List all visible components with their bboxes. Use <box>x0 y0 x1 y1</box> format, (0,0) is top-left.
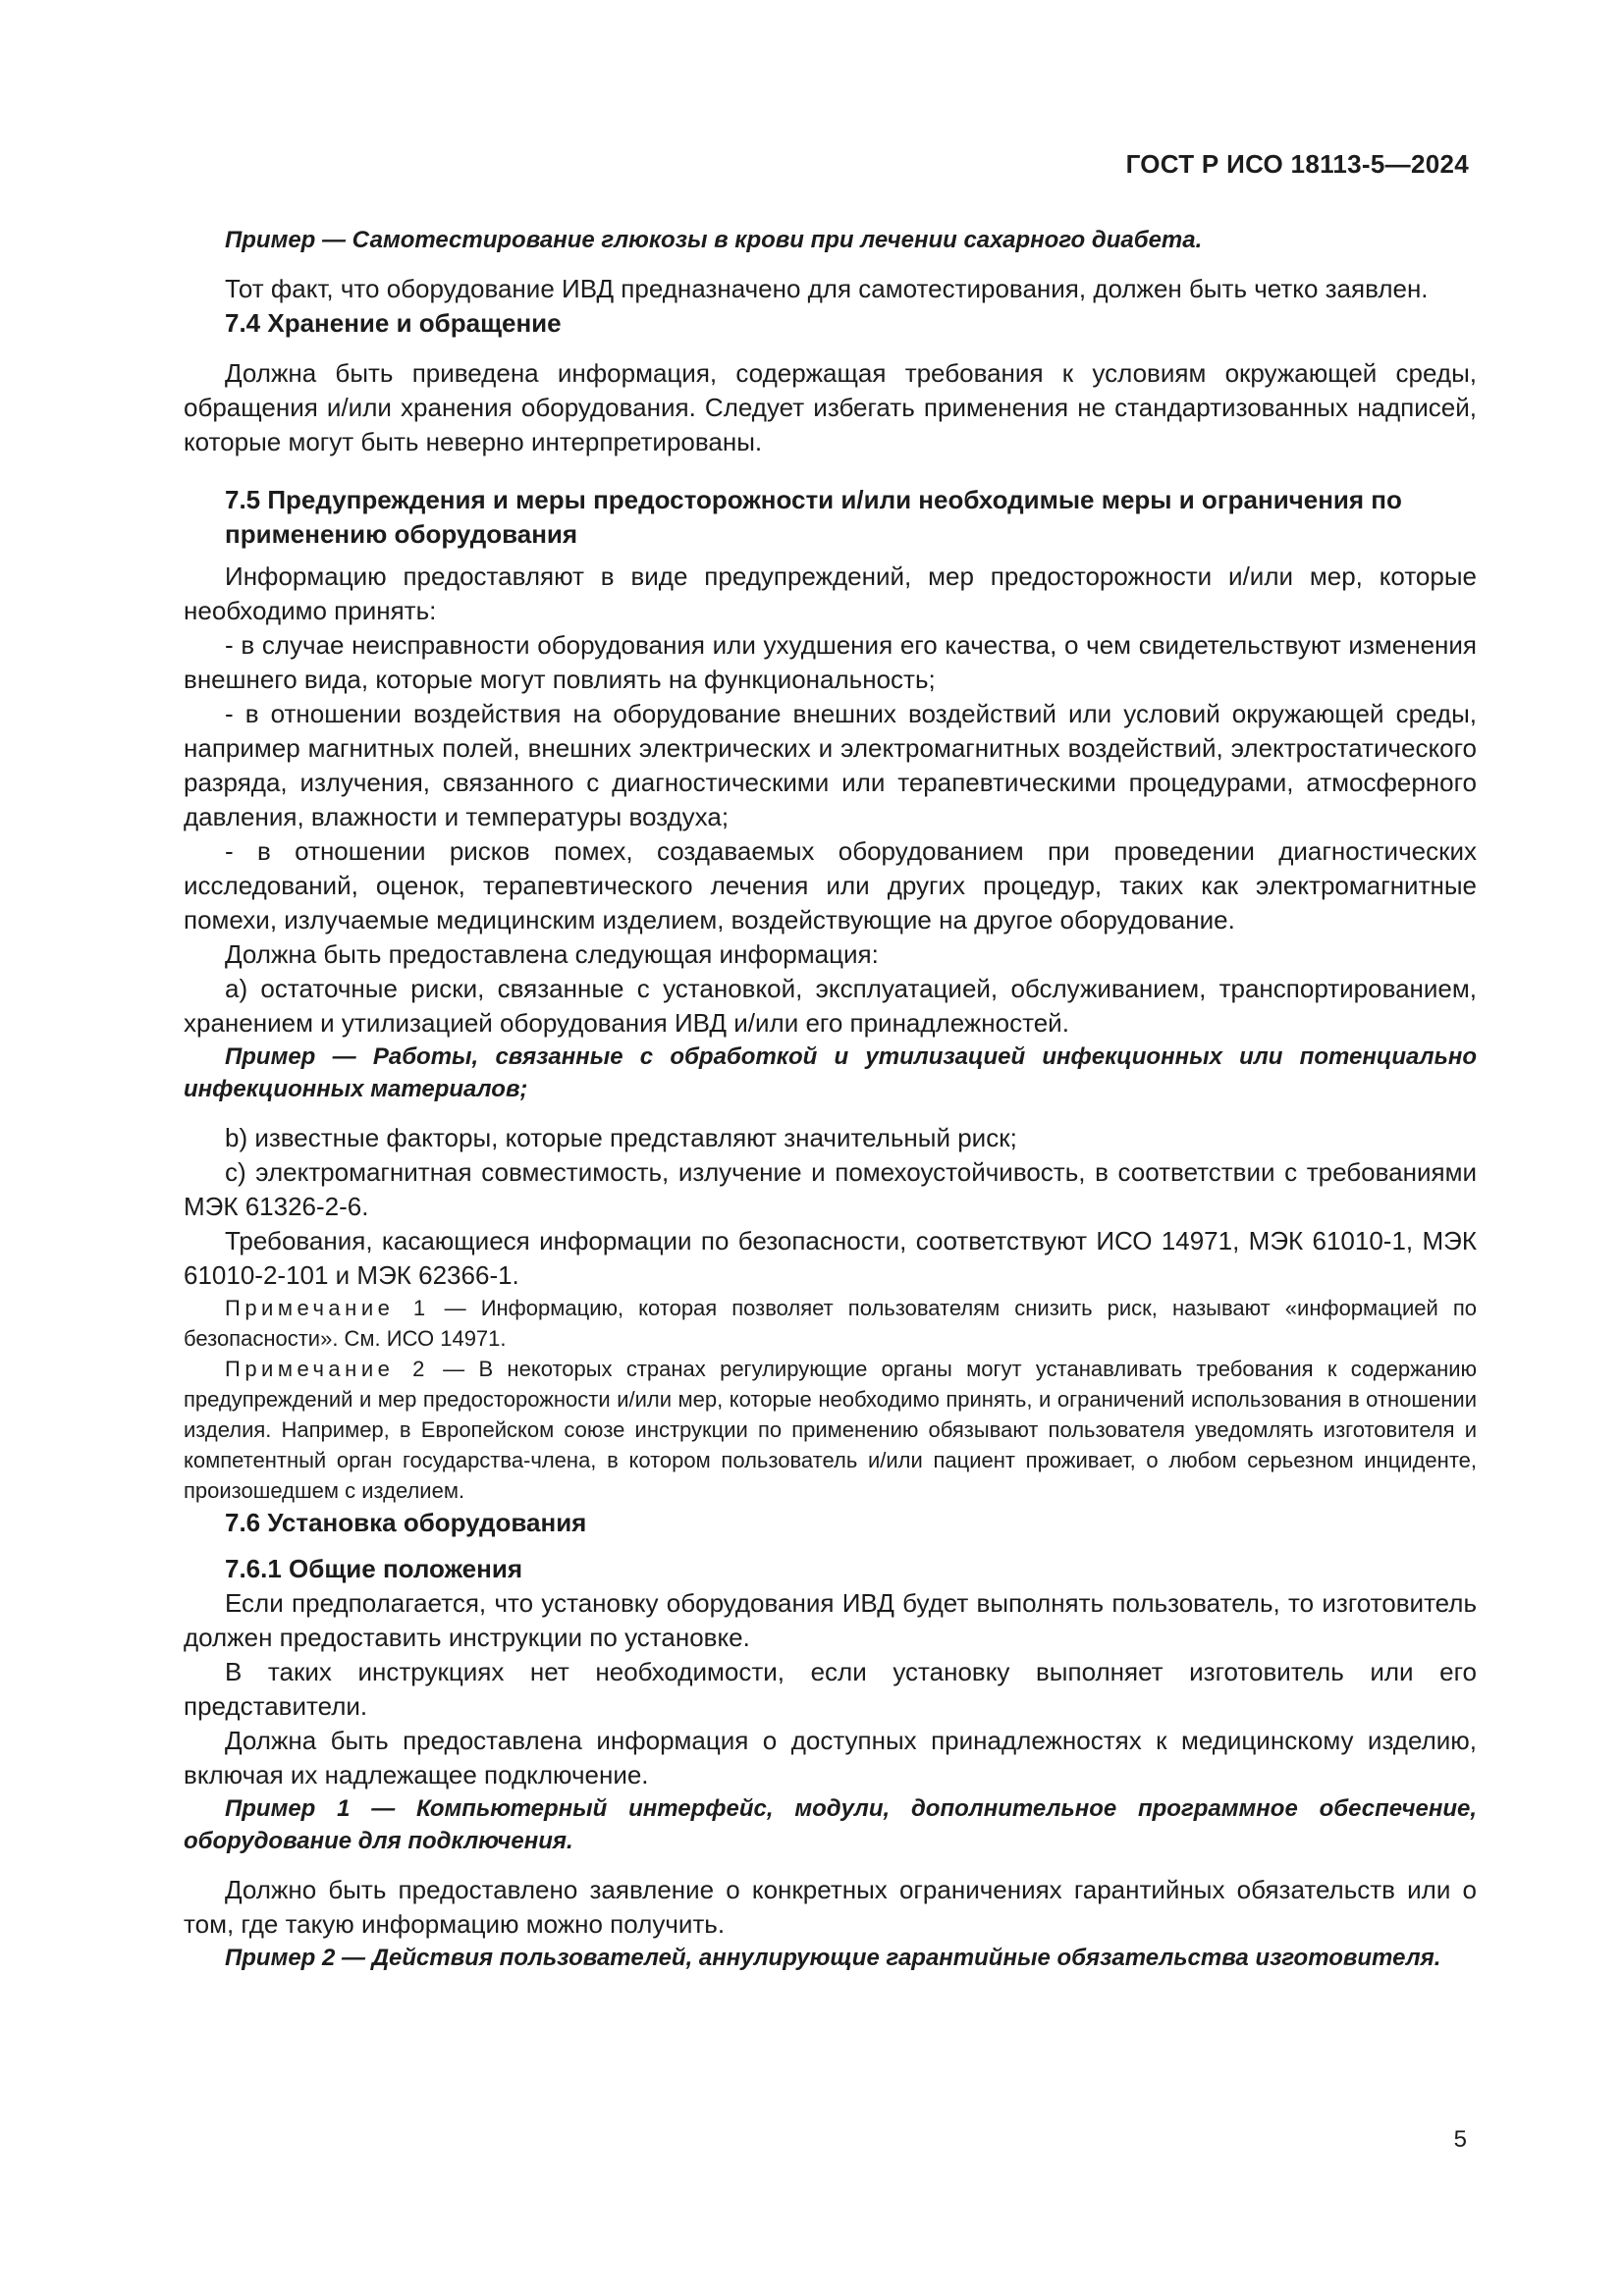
list-item: a) остаточные риски, связанные с установкой, эксплуатацией, обслуживанием, транспортированием, хранением и утилизацией оборудования ИВД и/или его принадлежностей. <box>184 974 1477 1038</box>
list-item: b) известные факторы, которые представляют значительный риск; <box>225 1123 1017 1152</box>
paragraph: Если предполагается, что установку оборудования ИВД будет выполнять пользователь, то изготовитель должен предоставить инструкции по установке. <box>184 1588 1477 1652</box>
section-heading-7-6: 7.6 Установка оборудования <box>225 1508 587 1537</box>
list-item: c) электромагнитная совместимость, излучение и помехоустойчивость, в соответствии с требованиями МЭК 61326-2-6. <box>184 1157 1477 1221</box>
paragraph: Должно быть предоставлено заявление о конкретных ограничениях гарантийных обязательств или о том, где такую информацию можно получить. <box>184 1875 1477 1939</box>
section-heading-7-5: 7.5 Предупреждения и меры предосторожности и/или необходимые меры и ограничения по применению оборудования <box>225 485 1402 549</box>
note-label: Примечание 1 <box>225 1296 430 1320</box>
document-header: ГОСТ Р ИСО 18113-5—2024 <box>1125 149 1469 179</box>
example-text: Пример 2 — Действия пользователей, аннулирующие гарантийные обязательства изготовителя. <box>225 1945 1441 1971</box>
paragraph: В таких инструкциях нет необходимости, если установку выполняет изготовитель или его представители. <box>184 1657 1477 1721</box>
subsection-heading-7-6-1: 7.6.1 Общие положения <box>225 1554 522 1583</box>
list-item: - в отношении воздействия на оборудование внешних воздействий или условий окружающей среды, например магнитных полей, внешних электрических и электромагнитных воздействий, электростатического разряда, излучения, связанного с диагностическими или терапевтическими процедурами, атмосферного давления, влажности и температуры воздуха; <box>184 699 1477 831</box>
note-1 <box>184 1293 1477 1354</box>
note-text: — Информацию, которая позволяет пользователям снизить риск, называют «информацией по безопасности». См. ИСО 14971. <box>184 1296 1478 1351</box>
paragraph: Тот факт, что оборудование ИВД предназначено для самотестирования, должен быть четко заявлен. <box>225 274 1429 303</box>
example-text: Пример 1 — Компьютерный интерфейс, модули, дополнительное программное обеспечение, оборудование для подключения. <box>184 1795 1477 1854</box>
example-text: Пример — Самотестирование глюкозы в крови при лечении сахарного диабета. <box>225 227 1203 253</box>
paragraph: Требования, касающиеся информации по безопасности, соответствуют ИСО 14971, МЭК 61010-1, МЭК 61010-2-101 и МЭК 62366-1. <box>184 1226 1477 1290</box>
note-2 <box>184 1354 1477 1506</box>
section-heading-7-4: 7.4 Хранение и обращение <box>225 308 562 338</box>
example-text: Пример — Работы, связанные с обработкой и утилизацией инфекционных или потенциально инфекционных материалов; <box>184 1043 1477 1102</box>
list-item: - в случае неисправности оборудования или ухудшения его качества, о чем свидетельствуют изменения внешнего вида, которые могут повлиять на функциональность; <box>184 630 1477 694</box>
paragraph: Должна быть предоставлена следующая информация: <box>225 939 879 969</box>
paragraph: Должна быть приведена информация, содержащая требования к условиям окружающей среды, обращения и/или хранения оборудования. Следует избегать применения не стандартизованных надписей, которые могут быть неверно интерпретированы. <box>184 358 1477 456</box>
paragraph: Должна быть предоставлена информация о доступных принадлежностях к медицинскому изделию, включая их надлежащее подключение. <box>184 1726 1477 1789</box>
page-number: 5 <box>1453 2126 1467 2153</box>
page-content <box>184 224 1477 1974</box>
note-label: Примечание 2 <box>225 1357 429 1381</box>
list-item: - в отношении рисков помех, создаваемых оборудованием при проведении диагностических исследований, оценок, терапевтического лечения или других процедур, таких как электромагнитные помехи, излучаемые медицинским изделием, воздействующие на другое оборудование. <box>184 836 1477 934</box>
paragraph: Информацию предоставляют в виде предупреждений, мер предосторожности и/или мер, которые необходимо принять: <box>184 561 1477 625</box>
note-text: — В некоторых странах регулирующие органы могут устанавливать требования к содержанию предупреждений и мер предосторожности и/или мер, которые необходимо принять, и ограничений использования в отношении изделия. Например, в Европейском союзе инструкции по применению обязывают пользователя уведомлять изготовителя и компетентный орган государства-члена, в котором пользователь и/или пациент проживает, о любом серьезном инциденте, произошедшем с изделием. <box>184 1357 1478 1503</box>
